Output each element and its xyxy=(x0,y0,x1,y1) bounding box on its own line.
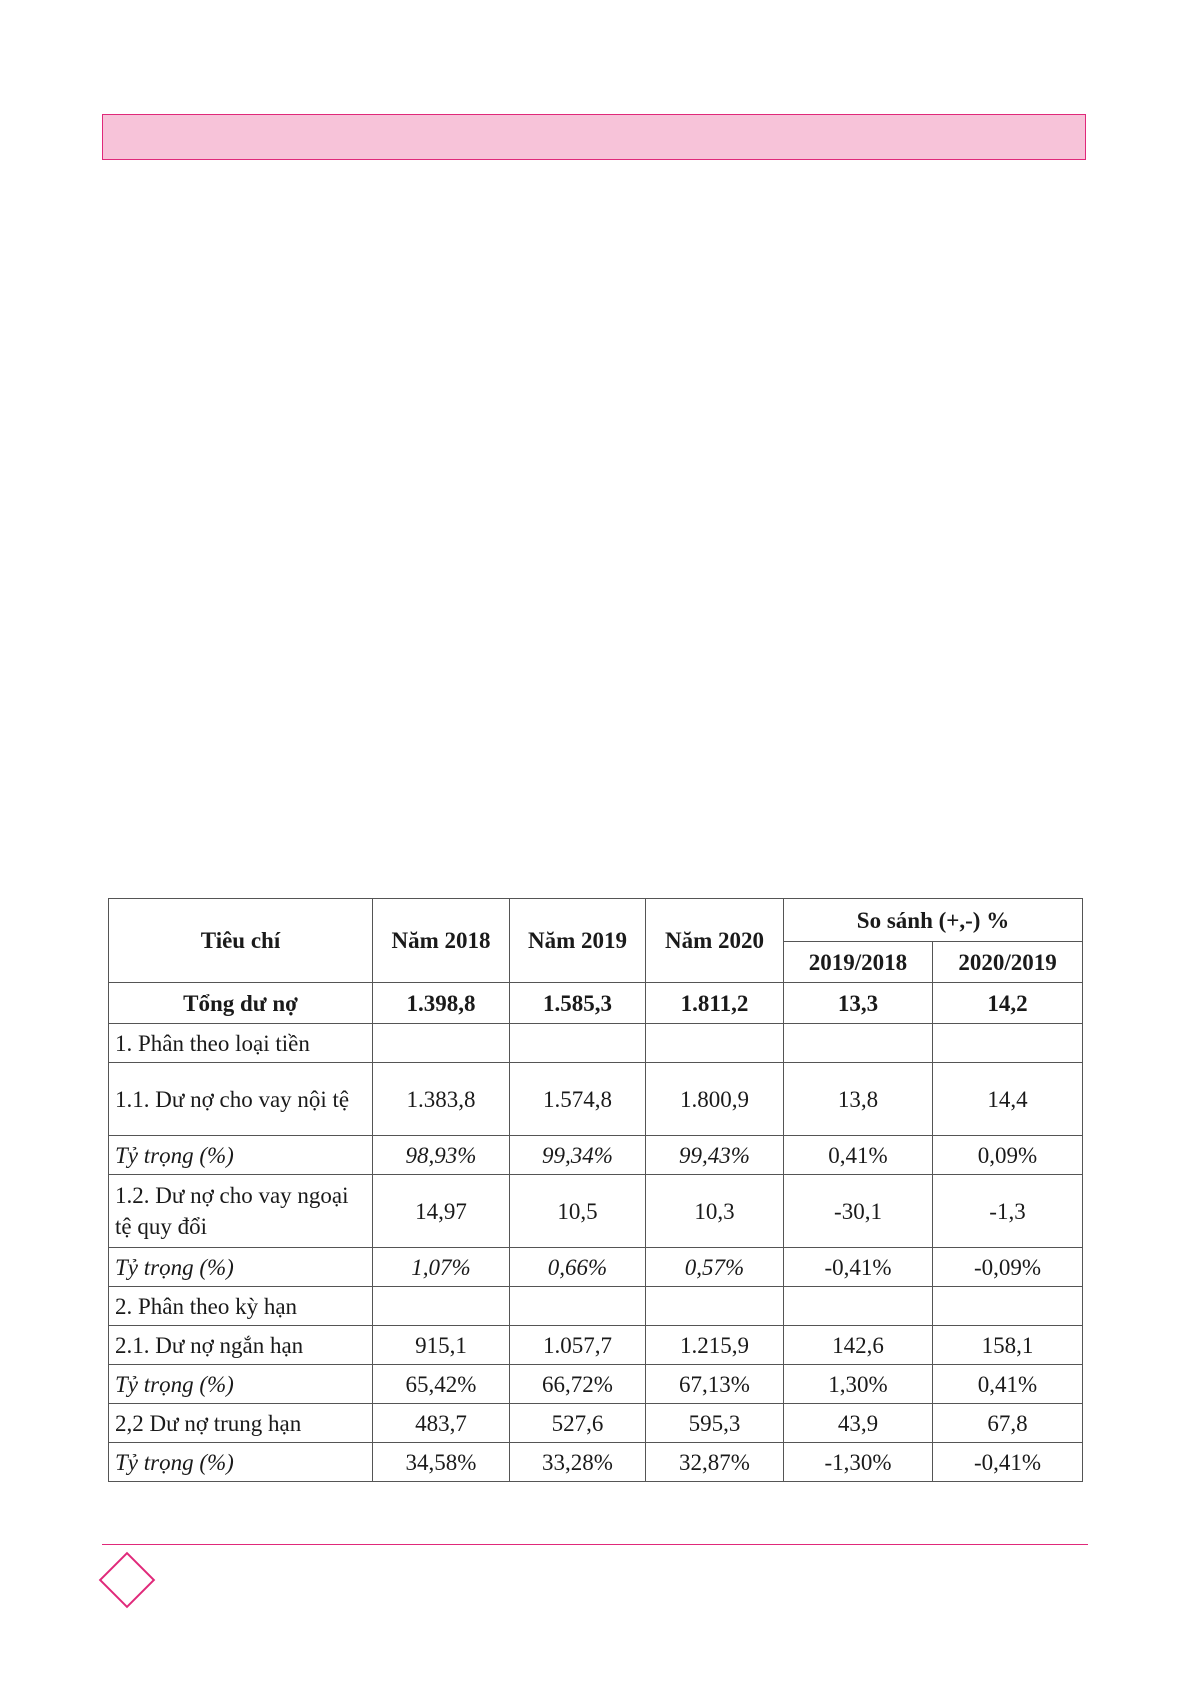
cell-compare-2: -1,3 xyxy=(933,1175,1083,1248)
cell-2019 xyxy=(510,1287,646,1326)
cell-compare-1: 43,9 xyxy=(784,1404,933,1443)
cell-2019 xyxy=(510,1024,646,1063)
cell-compare-1: 13,3 xyxy=(784,983,933,1024)
cell-compare-2 xyxy=(933,1024,1083,1063)
cell-compare-2: 67,8 xyxy=(933,1404,1083,1443)
footer-rule xyxy=(102,1544,1088,1545)
row-label: 2.1. Dư nợ ngắn hạn xyxy=(109,1326,373,1365)
cell-2020: 1.215,9 xyxy=(646,1326,784,1365)
header-year-2018: Năm 2018 xyxy=(373,899,510,983)
cell-2018: 98,93% xyxy=(373,1136,510,1175)
row-label: 1.2. Dư nợ cho vay ngoại tệ quy đổi xyxy=(109,1175,373,1248)
header-compare-2019-2018: 2019/2018 xyxy=(784,942,933,983)
cell-2020: 595,3 xyxy=(646,1404,784,1443)
cell-compare-1: -0,41% xyxy=(784,1248,933,1287)
cell-2020 xyxy=(646,1287,784,1326)
cell-2018: 1.398,8 xyxy=(373,983,510,1024)
row-label: 2. Phân theo kỳ hạn xyxy=(109,1287,373,1326)
header-compare-2020-2019: 2020/2019 xyxy=(933,942,1083,983)
table-row xyxy=(109,1326,1083,1365)
page-diamond-icon xyxy=(99,1552,156,1609)
cell-2019: 1.574,8 xyxy=(510,1063,646,1136)
cell-2018 xyxy=(373,1024,510,1063)
header-band xyxy=(102,114,1086,160)
cell-2018: 34,58% xyxy=(373,1443,510,1482)
cell-2018: 483,7 xyxy=(373,1404,510,1443)
cell-compare-1: 1,30% xyxy=(784,1365,933,1404)
table-row xyxy=(109,1248,1083,1287)
header-row xyxy=(109,899,1083,942)
cell-2020: 10,3 xyxy=(646,1175,784,1248)
row-label: Tỷ trọng (%) xyxy=(109,1136,373,1175)
loan-table xyxy=(108,898,1083,1482)
header-year-2019: Năm 2019 xyxy=(510,899,646,983)
cell-2018: 1,07% xyxy=(373,1248,510,1287)
cell-2018 xyxy=(373,1287,510,1326)
cell-compare-1 xyxy=(784,1024,933,1063)
cell-compare-1: 142,6 xyxy=(784,1326,933,1365)
cell-2020: 67,13% xyxy=(646,1365,784,1404)
cell-compare-1: 13,8 xyxy=(784,1063,933,1136)
row-label: Tỷ trọng (%) xyxy=(109,1365,373,1404)
table-row xyxy=(109,1287,1083,1326)
cell-compare-1 xyxy=(784,1287,933,1326)
row-label: 2,2 Dư nợ trung hạn xyxy=(109,1404,373,1443)
cell-compare-2: 158,1 xyxy=(933,1326,1083,1365)
table-row xyxy=(109,1024,1083,1063)
cell-compare-2: 0,09% xyxy=(933,1136,1083,1175)
cell-2018: 915,1 xyxy=(373,1326,510,1365)
table-row xyxy=(109,1404,1083,1443)
table-row xyxy=(109,1443,1083,1482)
table-row xyxy=(109,1175,1083,1248)
cell-2019: 527,6 xyxy=(510,1404,646,1443)
cell-compare-1: 0,41% xyxy=(784,1136,933,1175)
cell-2018: 65,42% xyxy=(373,1365,510,1404)
cell-2019: 1.585,3 xyxy=(510,983,646,1024)
cell-2019: 1.057,7 xyxy=(510,1326,646,1365)
table-row xyxy=(109,1365,1083,1404)
cell-2020 xyxy=(646,1024,784,1063)
row-label: Tỷ trọng (%) xyxy=(109,1248,373,1287)
cell-2020: 0,57% xyxy=(646,1248,784,1287)
row-label: Tỷ trọng (%) xyxy=(109,1443,373,1482)
header-criteria: Tiêu chí xyxy=(109,899,373,983)
cell-compare-2 xyxy=(933,1287,1083,1326)
cell-compare-2: -0,41% xyxy=(933,1443,1083,1482)
cell-compare-2: 0,41% xyxy=(933,1365,1083,1404)
cell-2019: 33,28% xyxy=(510,1443,646,1482)
cell-compare-2: 14,2 xyxy=(933,983,1083,1024)
header-compare: So sánh (+,-) % xyxy=(784,899,1083,942)
cell-2020: 1.800,9 xyxy=(646,1063,784,1136)
cell-2020: 32,87% xyxy=(646,1443,784,1482)
cell-compare-1: -1,30% xyxy=(784,1443,933,1482)
cell-compare-2: 14,4 xyxy=(933,1063,1083,1136)
table-row xyxy=(109,1136,1083,1175)
header-year-2020: Năm 2020 xyxy=(646,899,784,983)
row-label: 1.1. Dư nợ cho vay nội tệ xyxy=(109,1063,373,1136)
cell-2019: 99,34% xyxy=(510,1136,646,1175)
table-row xyxy=(109,1063,1083,1136)
row-label: 1. Phân theo loại tiền xyxy=(109,1024,373,1063)
row-label: Tổng dư nợ xyxy=(109,983,373,1024)
cell-2020: 99,43% xyxy=(646,1136,784,1175)
table-row xyxy=(109,983,1083,1024)
cell-2018: 1.383,8 xyxy=(373,1063,510,1136)
cell-compare-2: -0,09% xyxy=(933,1248,1083,1287)
cell-2020: 1.811,2 xyxy=(646,983,784,1024)
cell-2019: 66,72% xyxy=(510,1365,646,1404)
cell-2018: 14,97 xyxy=(373,1175,510,1248)
cell-compare-1: -30,1 xyxy=(784,1175,933,1248)
cell-2019: 10,5 xyxy=(510,1175,646,1248)
cell-2019: 0,66% xyxy=(510,1248,646,1287)
